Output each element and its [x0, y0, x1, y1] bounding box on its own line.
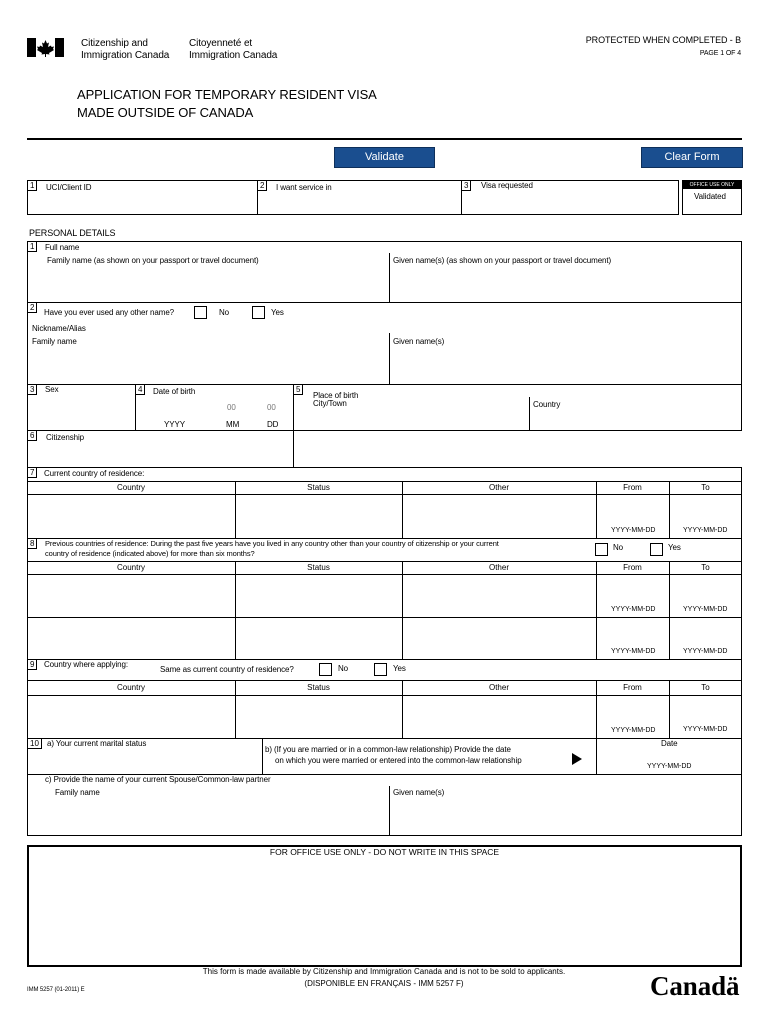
other-name-yes-label: Yes: [271, 308, 284, 317]
previous-residence-line1: Previous countries of residence: During the past five years have you lived in any country other than your country of citizenship or your current: [45, 539, 499, 548]
q8-header-bottom: [27, 574, 742, 575]
q8-div1: [235, 561, 236, 660]
q9-col-to: To: [701, 683, 710, 692]
office-use-only-title: FOR OFFICE USE ONLY - DO NOT WRITE IN THIS SPACE: [269, 847, 500, 857]
q9-number: 9: [28, 660, 37, 670]
form-title-line2: MADE OUTSIDE OF CANADA: [77, 105, 254, 120]
previous-residence-no-label: No: [613, 543, 624, 552]
q8-row2-to-date[interactable]: YYYY-MM-DD: [683, 648, 728, 655]
footer-note-line2: (DISPONIBLE EN FRANÇAIS - IMM 5257 F): [304, 979, 464, 988]
marriage-date-question-line2: on which you were married or entered into the common-law relationship: [275, 756, 522, 765]
same-as-yes-checkbox[interactable]: [374, 663, 387, 676]
q2-other-name-number: 2: [28, 303, 37, 313]
marriage-date-question-line1: b) (If you are married or in a common-law relationship) Provide the date: [265, 745, 511, 754]
q4-dob-number: 4: [136, 385, 145, 395]
q2-number: 2: [258, 181, 267, 191]
alias-given-name-label: Given name(s): [393, 337, 445, 346]
previous-residence-line2: country of residence (indicated above) for more than six months?: [45, 549, 255, 558]
q7-div3: [596, 481, 597, 539]
same-as-yes-label: Yes: [393, 664, 406, 673]
q9-col-other: Other: [488, 683, 509, 692]
canada-wordmark: Canadä: [650, 971, 740, 1001]
country-applying-label: Country where applying:: [44, 660, 128, 669]
dob-month-value[interactable]: 00: [227, 403, 236, 412]
alias-divider: [389, 333, 390, 385]
previous-residence-yes-checkbox[interactable]: [650, 543, 663, 556]
q9-col-status: Status: [307, 683, 330, 692]
spouse-name-label: c) Provide the name of your current Spouse/Common-law partner: [45, 775, 271, 784]
q1-number: 1: [28, 181, 37, 191]
q9-header-bottom: [27, 695, 742, 696]
q8-row1-to-date[interactable]: YYYY-MM-DD: [683, 606, 728, 613]
marital-status-label: a) Your current marital status: [47, 739, 147, 748]
other-name-no-checkbox[interactable]: [194, 306, 207, 319]
service-label: I want service in: [276, 183, 332, 192]
personal-details-heading: PERSONAL DETAILS: [29, 228, 116, 238]
form-title-line1: APPLICATION FOR TEMPORARY RESIDENT VISA: [77, 87, 377, 102]
previous-residence-yes-label: Yes: [668, 543, 681, 552]
spouse-divider: [389, 786, 390, 836]
spouse-family-name-label: Family name: [55, 788, 100, 797]
q7-col-other: Other: [488, 483, 509, 492]
protected-label: PROTECTED WHEN COMPLETED - B: [585, 35, 741, 45]
same-as-no-checkbox[interactable]: [319, 663, 332, 676]
pob-country-label: Country: [533, 400, 561, 409]
marriage-date-label: Date: [661, 739, 678, 748]
q7-col-to: To: [701, 483, 710, 492]
full-name-label: Full name: [45, 243, 80, 252]
city-country-divider: [529, 397, 530, 431]
q9-col-from: From: [623, 683, 642, 692]
dob-yyyy-label: YYYY: [164, 420, 185, 429]
office-use-label: OFFICE USE ONLY: [683, 181, 741, 189]
other-name-question: Have you ever used any other name?: [44, 308, 175, 317]
dob-dd-label: DD: [267, 420, 279, 429]
same-as-no-label: No: [338, 664, 349, 673]
q9-from-date[interactable]: YYYY-MM-DD: [611, 727, 656, 734]
family-name-passport-label: Family name (as shown on your passport or travel document): [47, 256, 259, 265]
dob-day-value[interactable]: 00: [267, 403, 276, 412]
q7-col-status: Status: [307, 483, 330, 492]
spouse-given-name-label: Given name(s): [393, 788, 445, 797]
q8-col-from: From: [623, 563, 642, 572]
q7-to-date[interactable]: YYYY-MM-DD: [683, 527, 728, 534]
q7-from-date[interactable]: YYYY-MM-DD: [611, 527, 656, 534]
q7-col-country: Country: [116, 483, 145, 492]
q1-full-name-number: 1: [28, 242, 37, 252]
q8-col-to: To: [701, 563, 710, 572]
validate-button[interactable]: Validate: [334, 147, 435, 168]
dept-name-fr-line2: Immigration Canada: [189, 50, 278, 61]
q8-row2-from-date[interactable]: YYYY-MM-DD: [611, 648, 656, 655]
q9-header-top: [27, 680, 742, 681]
dept-name-fr-line1: Citoyenneté et: [189, 38, 253, 49]
q8-row1-from-date[interactable]: YYYY-MM-DD: [611, 606, 656, 613]
q9-col-country: Country: [116, 683, 145, 692]
same-as-label: Same as current country of residence?: [160, 665, 294, 674]
visa-label: Visa requested: [481, 181, 533, 190]
page-number: PAGE 1 OF 4: [699, 50, 741, 57]
q7-div2: [402, 481, 403, 539]
previous-residence-no-checkbox[interactable]: [595, 543, 608, 556]
city-label: City/Town: [313, 399, 347, 408]
footer-note-line1: This form is made available by Citizenship and Immigration Canada and is not to be sold to applicants.: [202, 967, 566, 976]
q6-citizenship-number: 6: [28, 431, 37, 441]
q9-div1: [235, 680, 236, 739]
q7-header-bottom: [27, 494, 742, 495]
canada-flag-logo: [27, 38, 64, 57]
header-rule: [27, 138, 742, 140]
q3-sex-number: 3: [28, 385, 37, 395]
q8-row-divider: [27, 617, 742, 618]
q7-div1: [235, 481, 236, 539]
other-name-no-label: No: [219, 308, 230, 317]
uci-label: UCI/Client ID: [46, 183, 92, 192]
office-use-only-box: [27, 845, 742, 967]
q8-number: 8: [28, 539, 37, 549]
q5-pob-number: 5: [294, 385, 303, 395]
dept-name-en-line2: Immigration Canada: [81, 50, 170, 61]
q8-div3: [596, 561, 597, 660]
q8-col-status: Status: [307, 563, 330, 572]
q9-div4: [669, 680, 670, 739]
clear-form-button[interactable]: Clear Form: [641, 147, 743, 168]
other-name-yes-checkbox[interactable]: [252, 306, 265, 319]
marriage-date-field[interactable]: YYYY-MM-DD: [647, 763, 692, 770]
q8-div2: [402, 561, 403, 660]
sex-label: Sex: [45, 385, 59, 394]
q8-col-other: Other: [488, 563, 509, 572]
q8-div4: [669, 561, 670, 660]
q7-col-from: From: [623, 483, 642, 492]
alias-family-name-label: Family name: [32, 337, 77, 346]
citizenship-label: Citizenship: [46, 433, 85, 442]
q3-number: 3: [462, 181, 471, 191]
current-residence-label: Current country of residence:: [44, 469, 145, 478]
dob-label: Date of birth: [153, 387, 196, 396]
form-id: IMM 5257 (01-2011) E: [27, 987, 85, 993]
dob-mm-label: MM: [226, 420, 240, 429]
marital-divider2: [596, 738, 597, 775]
validated-label: Validated: [694, 192, 726, 201]
full-name-section: [27, 241, 742, 303]
q9-to-date[interactable]: YYYY-MM-DD: [683, 726, 728, 733]
q9-div3: [596, 680, 597, 739]
q7-div4: [669, 481, 670, 539]
pob-label: Place of birth: [313, 391, 359, 400]
dept-name-en-line1: Citizenship and: [81, 38, 148, 49]
nickname-label: Nickname/Alias: [32, 324, 86, 333]
q9-div2: [402, 680, 403, 739]
q8-col-country: Country: [116, 563, 145, 572]
given-name-passport-label: Given name(s) (as shown on your passport or travel document): [393, 256, 612, 265]
marital-divider1: [262, 738, 263, 775]
q7-number: 7: [28, 468, 37, 478]
right-arrow-icon: [572, 753, 582, 765]
q10-number: 10: [28, 739, 42, 749]
name-divider: [389, 253, 390, 303]
